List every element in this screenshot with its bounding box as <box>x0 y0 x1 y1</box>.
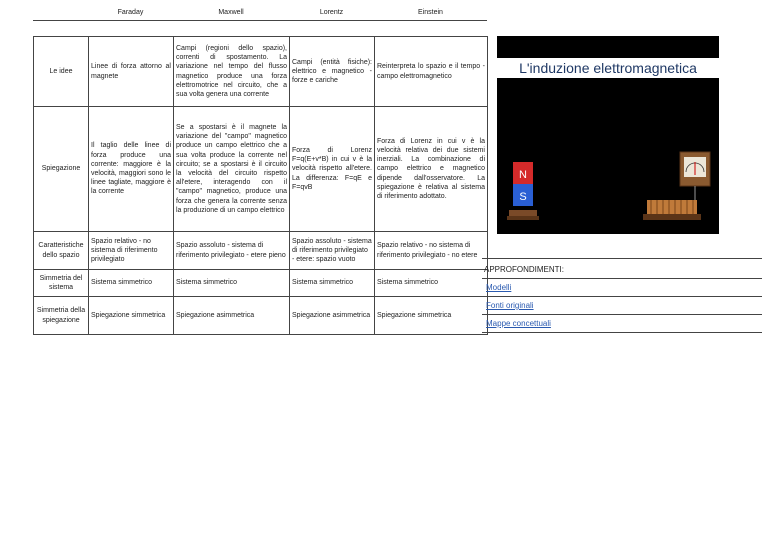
cell-lorentz: Sistema simmetrico <box>290 270 375 297</box>
table-row <box>34 37 488 107</box>
row-label: Le idee <box>34 37 89 107</box>
cell-faraday: Spiegazione simmetrica <box>89 297 174 335</box>
magnet-base <box>509 210 537 216</box>
approfondimenti-box <box>482 258 762 333</box>
row-label: Spiegazione <box>34 107 89 232</box>
row-label: Simmetria del sistema <box>34 270 89 297</box>
cell-faraday: Linee di forza attorno al magnete <box>89 37 174 107</box>
row-label: Simmetria della spiegazione <box>34 297 89 335</box>
cell-einstein: Sistema simmetrico <box>375 270 488 297</box>
galvanometer <box>680 152 710 200</box>
header-faraday: Faraday <box>117 9 144 16</box>
cell-einstein: Reinterpreta lo spazio e il tempo - campo elettromagnetico <box>375 37 488 107</box>
header-lorentz: Lorentz <box>319 9 344 16</box>
header-rule <box>33 20 487 21</box>
link-mappe-concettuali[interactable]: Mappe concettuali <box>482 315 762 333</box>
induction-animation[interactable] <box>497 92 719 234</box>
magnet-s-label: S <box>519 191 527 203</box>
cell-einstein: Forza di Lorenz in cui v è la velocità relativa dei due sistemi inerziali. La combinazione di campo elettrico e magnetico dipende dall'osservatore. La spiegazione è relativa al sistema di riferimento adottato. <box>375 107 488 232</box>
cell-lorentz: Forza di Lorenz F=q(E+v*B) in cui v è la velocità rispetto all'etere. La differenza: F=qE e F=qvB <box>290 107 375 232</box>
table-row <box>34 297 488 335</box>
cell-lorentz: Spiegazione asimmetrica <box>290 297 375 335</box>
magnet-base-foot <box>507 216 539 220</box>
cell-maxwell: Se a spostarsi è il magnete la variazione del "campo" magnetico produce un campo elettrico che a sua volta produce la corrente nel circuito; se a spostarsi è il circuito la velocità del circuito rispetto all'etere, interagendo con il "campo" magnetico, produce una forza che genera la corrente senza la produzione di un campo elettrico <box>174 107 290 232</box>
cell-maxwell: Spiegazione asimmetrica <box>174 297 290 335</box>
table-row <box>34 270 488 297</box>
header-einstein: Einstein <box>418 9 443 16</box>
cell-lorentz: Spazio assoluto - sistema di riferimento privilegiato - etere: spazio vuoto <box>290 232 375 270</box>
coil-base <box>643 214 701 220</box>
table-row <box>34 232 488 270</box>
coil-body <box>647 200 697 214</box>
comparison-table <box>33 36 488 335</box>
cell-faraday: Spazio relativo - no sistema di riferimento privilegiato <box>89 232 174 270</box>
coil <box>643 200 701 220</box>
table-row <box>34 107 488 232</box>
link-fonti-originali[interactable]: Fonti originali <box>482 297 762 315</box>
animation-canvas <box>497 92 719 234</box>
header-maxwell: Maxwell <box>218 9 244 16</box>
cell-maxwell: Spazio assoluto - sistema di riferimento privilegiato - etere pieno <box>174 232 290 270</box>
cell-lorentz: Campi (entità fisiche): elettrico e magnetico - forze e cariche <box>290 37 375 107</box>
cell-einstein: Spiegazione simmetrica <box>375 297 488 335</box>
cell-einstein: Spazio relativo - no sistema di riferimento privilegiato - no etere <box>375 232 488 270</box>
cell-faraday: Sistema simmetrico <box>89 270 174 297</box>
cell-faraday: Il taglio delle linee di forza produce una corrente: maggiore è la velocità, maggiori sono le linee tagliate, maggiore è la corrente <box>89 107 174 232</box>
cell-maxwell: Campi (regioni dello spazio), correnti di spostamento. La variazione nel tempo del flusso magnetico produce una forza elettromotrice nel circuito, che a sua volta genera una corrente <box>174 37 290 107</box>
cell-maxwell: Sistema simmetrico <box>174 270 290 297</box>
link-modelli[interactable]: Modelli <box>482 279 762 297</box>
row-label: Caratteristiche dello spazio <box>34 232 89 270</box>
approfondimenti-heading: APPROFONDIMENTI: <box>482 258 762 279</box>
magnet-n-label: N <box>519 169 527 181</box>
panel-title: L'induzione elettromagnetica <box>497 58 719 78</box>
